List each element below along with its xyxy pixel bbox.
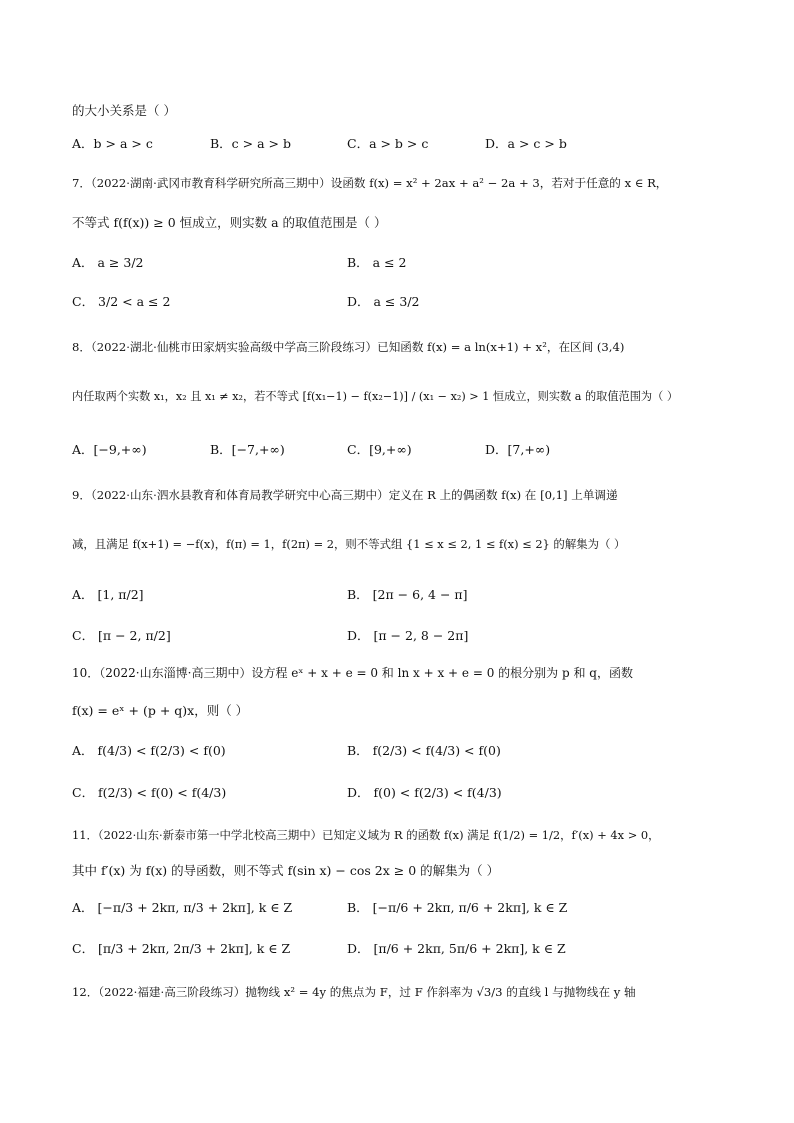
q11-stem-line1: 11．（2022·山东·新泰市第一中学北校高三期中）已知定义域为 R 的函数 f(x) 满足 f(1/2) = 1/2，f′(x) + 4x > 0，: [72, 828, 660, 842]
q9-stem-line2: 减，且满足 f(x+1) = −f(x)，f(π) = 1，f(2π) = 2，则不等式组 {1 ≤ x ≤ 2, 1 ≤ f(x) ≤ 2} 的解集为（ ）: [72, 537, 626, 551]
q9-option-d: D． [π − 2, 8 − 2π]: [347, 628, 469, 643]
q7-option-d: D． a ≤ 3/2: [347, 294, 420, 309]
q8-stem-line2: 内任取两个实数 x₁，x₂ 且 x₁ ≠ x₂，若不等式 [f(x₁−1) − f(x₂−1)] / (x₁ − x₂) > 1 恒成立，则实数 a 的取值范围为（ ）: [72, 390, 679, 403]
q11-option-d: D． [π/6 + 2kπ, 5π/6 + 2kπ], k ∈ Z: [347, 941, 566, 956]
q9-option-a: A． [1, π/2]: [72, 587, 144, 602]
q7-option-c: C． 3/2 < a ≤ 2: [72, 294, 171, 309]
q8-option-d: D．[7,+∞): [485, 442, 551, 457]
q7-stem-line1: 7．（2022·湖南·武冈市教育科学研究所高三期中）设函数 f(x) = x² + 2ax + a² − 2a + 3，若对于任意的 x ∈ R，: [72, 176, 668, 190]
q12-stem-line1: 12．（2022·福建·高三阶段练习）抛物线 x² = 4y 的焦点为 F，过 F 作斜率为 √3/3 的直线 l 与抛物线在 y 轴: [72, 985, 636, 999]
q6-option-a: A．b > a > c: [72, 136, 153, 151]
q9-option-b: B． [2π − 6, 4 − π]: [347, 587, 468, 602]
q7-option-a: A． a ≥ 3/2: [72, 255, 144, 270]
q8-option-a: A．[−9,+∞): [72, 442, 147, 457]
q7-stem-line2: 不等式 f(f(x)) ≥ 0 恒成立，则实数 a 的取值范围是（ ）: [72, 215, 387, 230]
q11-option-c: C． [π/3 + 2kπ, 2π/3 + 2kπ], k ∈ Z: [72, 941, 291, 956]
q8-option-c: C．[9,+∞): [347, 442, 412, 457]
q6-option-b: B．c > a > b: [210, 136, 291, 151]
q6-option-c: C．a > b > c: [347, 136, 429, 151]
q10-option-b: B． f(2/3) < f(4/3) < f(0): [347, 743, 501, 758]
q10-stem-line2: f(x) = eˣ + (p + q)x，则（ ）: [72, 703, 249, 718]
q8-stem-line1: 8．（2022·湖北·仙桃市田家炳实验高级中学高三阶段练习）已知函数 f(x) = a ln(x+1) + x²，在区间 (3,4): [72, 340, 625, 354]
q11-stem-line2: 其中 f′(x) 为 f(x) 的导函数，则不等式 f(sin x) − cos 2x ≥ 0 的解集为（ ）: [72, 863, 500, 878]
q10-option-c: C． f(2/3) < f(0) < f(4/3): [72, 785, 227, 800]
q11-option-b: B． [−π/6 + 2kπ, π/6 + 2kπ], k ∈ Z: [347, 900, 568, 915]
q10-option-a: A． f(4/3) < f(2/3) < f(0): [72, 743, 226, 758]
q11-option-a: A． [−π/3 + 2kπ, π/3 + 2kπ], k ∈ Z: [72, 900, 293, 915]
q9-option-c: C． [π − 2, π/2]: [72, 628, 171, 643]
q10-option-d: D． f(0) < f(2/3) < f(4/3): [347, 785, 502, 800]
q9-stem-line1: 9．（2022·山东·泗水县教育和体育局教学研究中心高三期中）定义在 R 上的偶函数 f(x) 在 [0,1] 上单调递: [72, 488, 618, 502]
q7-option-b: B． a ≤ 2: [347, 255, 407, 270]
q6-tail: 的大小关系是（ ）: [72, 103, 176, 118]
q10-stem-line1: 10．（2022·山东淄博·高三期中）设方程 eˣ + x + e = 0 和 ln x + x + e = 0 的根分别为 p 和 q，函数: [72, 666, 633, 680]
q6-option-d: D．a > c > b: [485, 136, 567, 151]
q8-option-b: B．[−7,+∞): [210, 442, 285, 457]
